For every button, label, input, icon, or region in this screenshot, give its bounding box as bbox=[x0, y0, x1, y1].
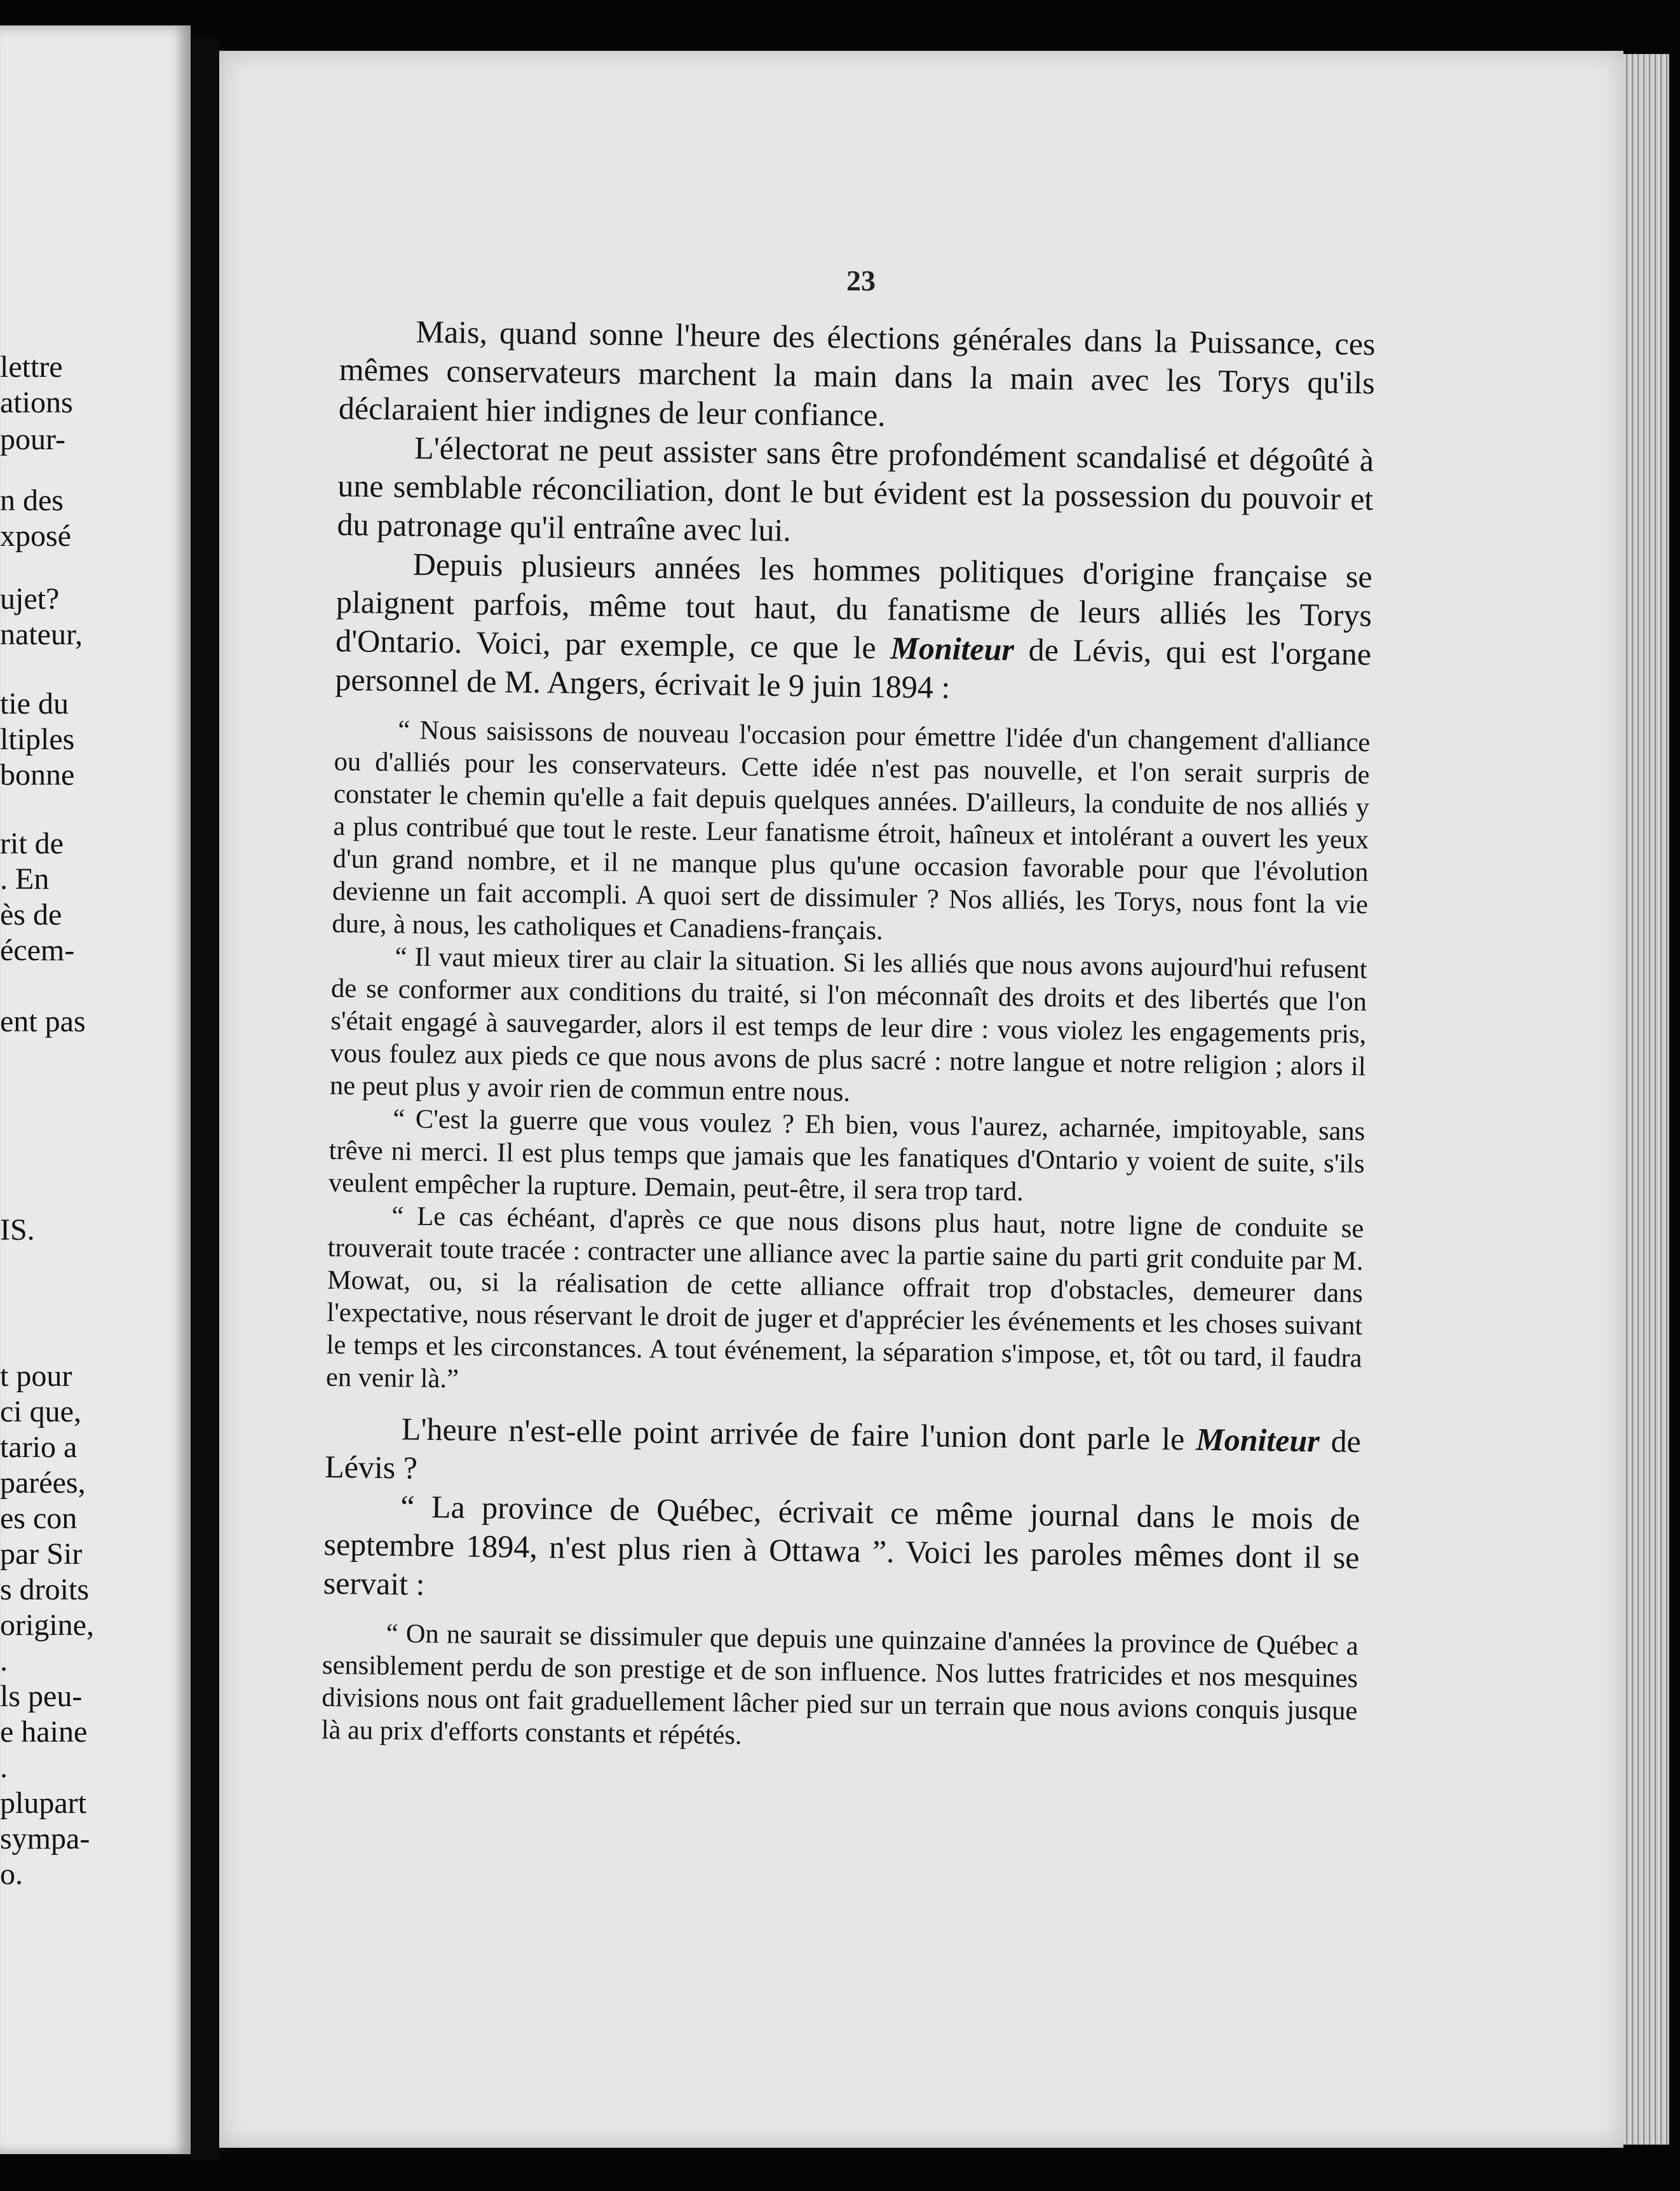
left-page-fragment: n des bbox=[0, 484, 64, 517]
left-page-fragment: sympa- bbox=[0, 1822, 90, 1855]
left-page-fragment: bonne bbox=[0, 758, 75, 792]
left-page-fragment: ujet? bbox=[0, 582, 60, 616]
quotation-paragraph: “ Il vaut mieux tirer au clair la situation. Si les alliés que nous avons aujourd'hui refusent de se conformer aux conditions du traité, si l'on méconnaît des droits et des libertés que l'on s'était engagé à sauvegarder, alors il est temps de leur dire : vous violez les engagements pris, vous foulez aux pieds ce que nous avons de plus sacré : notre langue et notre religion ; alors il ne peut plus y avoir rien de commun entre nous. bbox=[329, 942, 1367, 1108]
paragraph: “ La province de Québec, écrivait ce même journal dans le mois de septembre 1894, n'est plus rien à Ottawa ”. Voici les paroles mêmes dont il se servait : bbox=[323, 1488, 1360, 1602]
left-page-fragment: ès de bbox=[0, 898, 62, 932]
left-page-fragment: IS. bbox=[0, 1213, 35, 1247]
left-page-fragment: pour- bbox=[0, 423, 66, 456]
left-page-fragment: . En bbox=[0, 862, 50, 896]
page-body bbox=[321, 311, 1375, 1760]
quotation-paragraph: “ C'est la guerre que vous voulez ? Eh bien, vous l'aurez, acharnée, impitoyable, sans trêve ni merci. Il est plus temps que jamais que les fanatiques d'Ontario y voient de suite, s'ils veulent empêcher la rupture. Demain, peut-être, il sera trop tard. bbox=[328, 1104, 1365, 1207]
left-page-fragment: es con bbox=[0, 1502, 78, 1535]
left-page-fragment: ci que, bbox=[0, 1395, 81, 1428]
book-gutter bbox=[191, 38, 219, 2160]
paragraph: L'électorat ne peut assister sans être profondément scandalisé et dégoûté à une semblable réconciliation, dont le but évident est la possession du pouvoir et du patronage qu'il entraîne avec lui. bbox=[337, 430, 1374, 548]
paragraph-text: Depuis plusieurs années les hommes politiques d'origine française se plaignent parfois, même tout haut, du fanatisme de leurs alliés les Torys d'Ontario. Voici, par exemple, ce que le bbox=[335, 546, 1373, 666]
left-page-fragment: t pour bbox=[0, 1359, 72, 1393]
paragraph-text: de Lévis, qui est l'organe personnel de M. Angers, écrivait le 9 juin 1894 : bbox=[335, 631, 1372, 705]
page-edges bbox=[1623, 54, 1669, 2145]
paragraph bbox=[335, 544, 1372, 712]
page-number: 23 bbox=[846, 264, 876, 297]
left-page-fragment: ls peu- bbox=[0, 1679, 83, 1713]
left-page-fragment: s droits bbox=[0, 1573, 90, 1606]
quotation-paragraph: “ Nous saisissons de nouveau l'occasion pour émettre l'idée d'un changement d'alliance ou d'alliés pour les conservateurs. Cette idée n'est pas nouvelle, et l'on serait surpris de constater le chemin qu'elle a fait depuis quelques années. D'ailleurs, la conduite de nos alliés y a plus contribué que tout le reste. Leur fanatisme étroit, haîneux et intolérant a ouvert les yeux d'un grand nombre, et il ne manque plus qu'une occasion favorable pour que l'évolution devienne un fait accompli. A quoi sert de dissimuler ? Nos alliés, les Torys, nous font la vie dure, à nous, les catholiques et Canadiens-français. bbox=[332, 715, 1371, 946]
left-page-fragment: lettre bbox=[0, 350, 63, 384]
left-page-fragment: xposé bbox=[0, 519, 71, 553]
newspaper-title: Moniteur bbox=[1195, 1421, 1320, 1459]
left-page-fragment: ltiples bbox=[0, 722, 75, 756]
paragraph bbox=[325, 1409, 1361, 1500]
left-page-fragment: ent pas bbox=[0, 1005, 86, 1038]
left-page-fragment: . bbox=[0, 1644, 8, 1678]
left-page-fragment: tie du bbox=[0, 687, 69, 721]
left-page-fragment: parées, bbox=[0, 1466, 86, 1500]
newspaper-title: Moniteur bbox=[890, 630, 1015, 667]
quotation-paragraph: “ On ne saurait se dissimuler que depuis une quinzaine d'années la province de Québec a sensiblement perdu de son prestige et de son influence. Nos luttes fratricides et nos mesquines divisions nous ont fait graduellement lâcher pied sur un terrain que nous avions conquis jusque là au prix d'efforts constants et répétés. bbox=[321, 1618, 1358, 1751]
left-page-fragment: écem- bbox=[0, 933, 75, 967]
left-page-fragment: e haine bbox=[0, 1715, 88, 1749]
quotation-paragraph: “ Le cas échéant, d'après ce que nous disons plus haut, notre ligne de conduite se trouverait toute tracée : contracter une alliance avec la partie saine du parti grit conduite par M. Mowat, ou, si la réalisation de cette alliance offrait trop d'obstacles, demeurer dans l'expectative, nous réservant le droit de juger et d'apprécier les événements et les choses suivant le temps et les circonstances. A tout événement, la séparation s'impose, et, tôt ou tard, il faudra en venir là.” bbox=[325, 1201, 1364, 1394]
left-page-fragment: rit de bbox=[0, 827, 64, 860]
left-page-fragment: nateur, bbox=[0, 618, 83, 651]
left-page-fragment: ations bbox=[0, 386, 73, 419]
left-page-fragment: o. bbox=[0, 1857, 23, 1891]
left-page-edge bbox=[0, 25, 191, 2154]
left-page-fragment: plupart bbox=[0, 1786, 86, 1820]
left-page-fragment: . bbox=[0, 1751, 8, 1784]
paragraph-text: de Lévis ? bbox=[324, 1423, 1362, 1486]
paragraph-text: L'heure n'est-elle point arrivée de faire l'union dont parle le bbox=[401, 1411, 1196, 1457]
left-page-fragment: par Sir bbox=[0, 1537, 83, 1571]
left-page-fragment: tario a bbox=[0, 1430, 78, 1464]
left-page-fragment: origine, bbox=[0, 1608, 94, 1642]
paragraph: Mais, quand sonne l'heure des élections générales dans la Puissance, ces mêmes conservateurs marchent la main dans la main avec les Torys qu'ils déclaraient hier indignes de leur confiance. bbox=[338, 313, 1376, 433]
